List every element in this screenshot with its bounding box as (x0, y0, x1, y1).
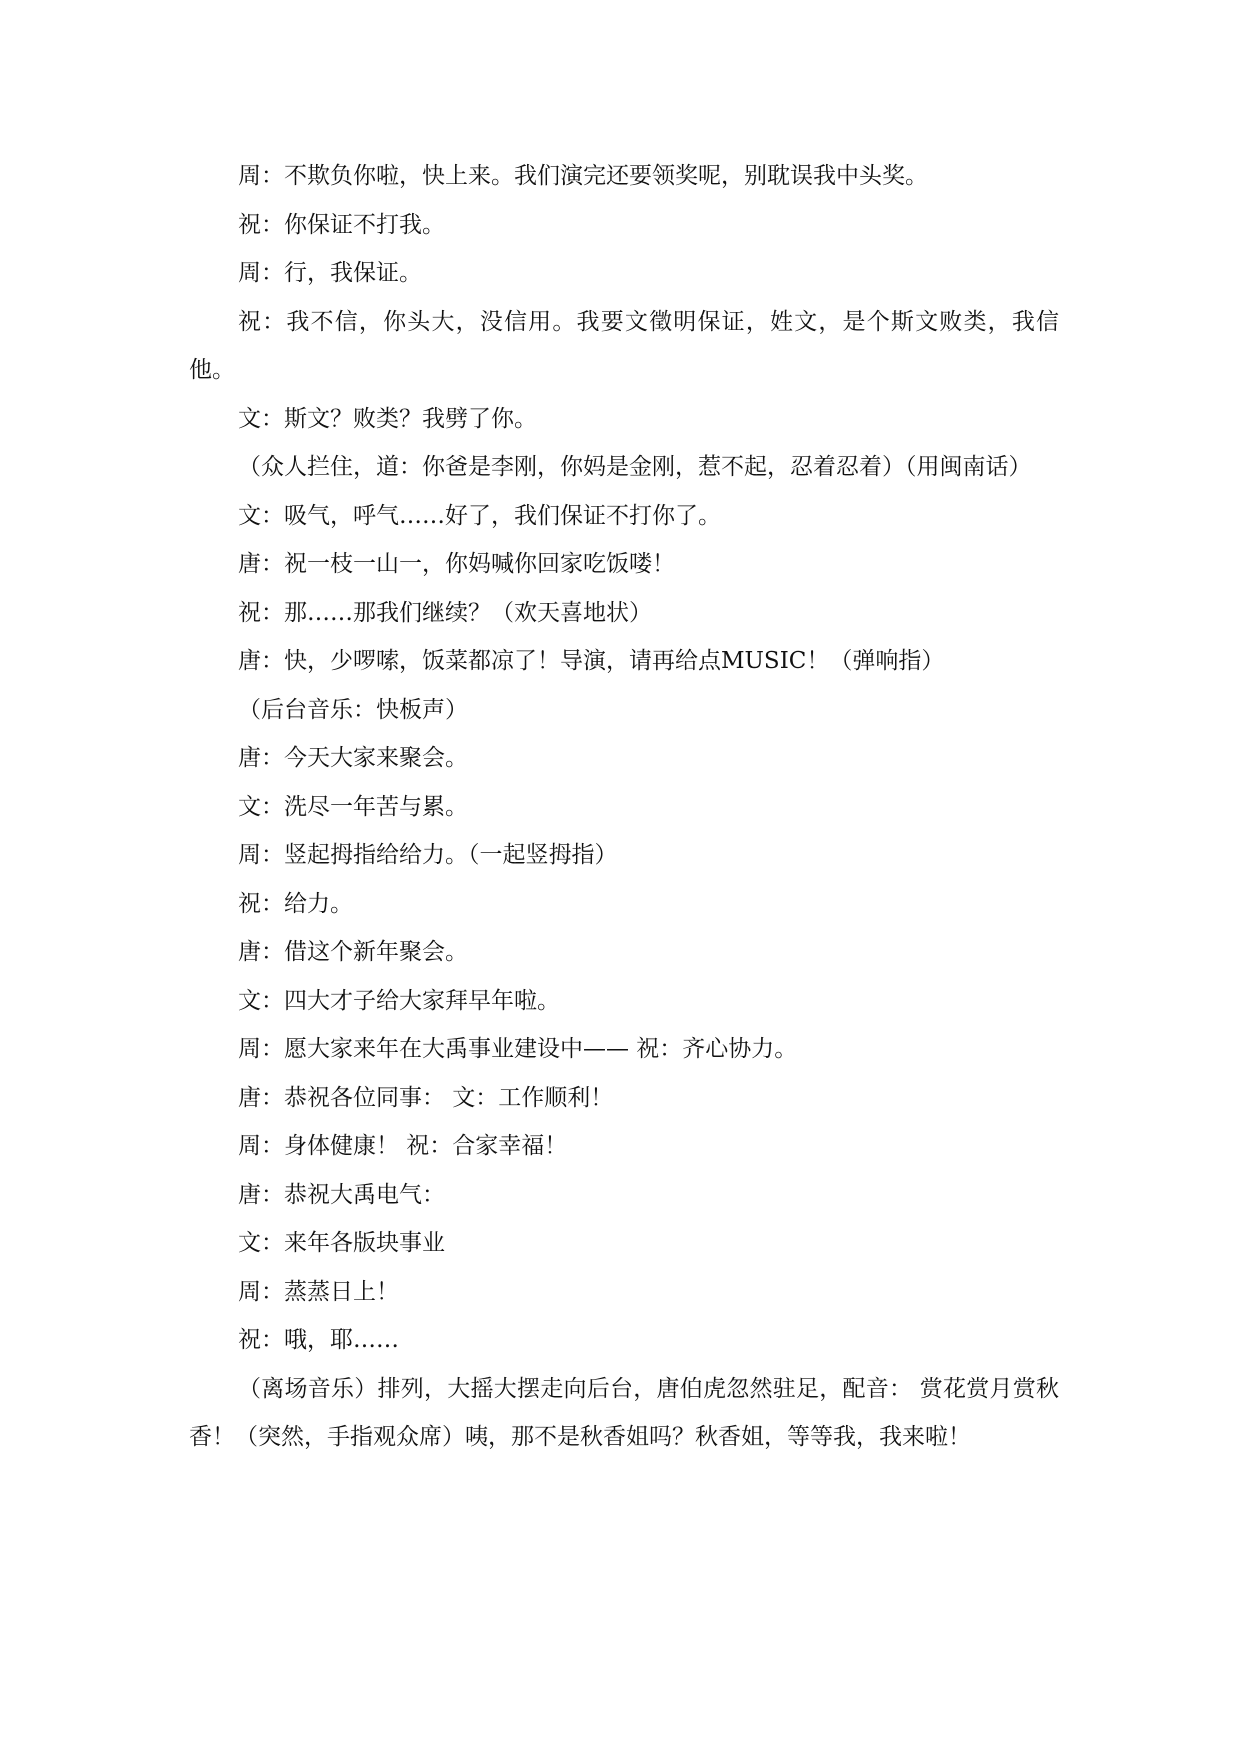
dialogue-line: 周：蒸蒸日上！ (238, 1278, 399, 1305)
dialogue-line: 周：竖起拇指给给力。（一起竖拇指） (238, 842, 618, 868)
dialogue-line: 文：洗尽一年苦与累。 (238, 793, 468, 820)
dialogue-line: 周：行，我保证。 (238, 260, 422, 286)
dialogue-line: 唐：借这个新年聚会。 (238, 939, 468, 965)
dialogue-line: 祝：那……那我们继续？（欢天喜地状） (238, 599, 652, 626)
dialogue-line: 周：愿大家来年在大禹事业建设中—— 祝：齐心协力。 (238, 1036, 798, 1062)
dialogue-line: 唐：快，少啰嗦，饭菜都凉了！导演，请再给点MUSIC！（弹响指） (238, 648, 945, 674)
dialogue-line: 文：吸气，呼气……好了，我们保证不打你了。 (238, 502, 721, 529)
dialogue-line: 祝：哦，耶…… (238, 1327, 399, 1353)
dialogue-line: 唐：今天大家来聚会。 (238, 745, 468, 771)
dialogue-line: 祝：给力。 (238, 890, 353, 917)
dialogue-line: 祝：你保证不打我。 (238, 211, 445, 238)
dialogue-line: 周：不欺负你啦，快上来。我们演完还要领奖呢，别耽误我中头奖。 (238, 163, 928, 189)
dialogue-line: 文：斯文？败类？我劈了你。 (238, 405, 537, 432)
dialogue-line: 文：来年各版块事业 (238, 1230, 445, 1256)
dialogue-line: 祝：我不信，你头大，没信用。我要文徵明保证，姓文，是个斯文败类，我信他。 (189, 308, 1059, 383)
dialogue-line: 文：四大才子给大家拜早年啦。 (238, 987, 560, 1014)
dialogue-line: 唐：恭祝大禹电气： (238, 1181, 445, 1208)
stage-direction: （众人拦住，道：你爸是李刚，你妈是金刚，惹不起，忍着忍着）（用闽南话） (238, 454, 1032, 480)
stage-direction: （离场音乐）排列，大摇大摆走向后台，唐伯虎忽然驻足，配音： 赏花赏月赏秋香！（突然，手指观众席）咦，那不是秋香姐吗？秋香姐，等等我，我来啦！ (189, 1375, 1059, 1450)
dialogue-line: 唐：恭祝各位同事： 文：工作顺利！ (238, 1084, 614, 1111)
dialogue-line: 周：身体健康！ 祝：合家幸福！ (238, 1133, 568, 1159)
dialogue-line: 唐：祝一枝一山一，你妈喊你回家吃饭喽！ (238, 551, 675, 577)
stage-direction: （后台音乐：快板声） (238, 696, 468, 723)
document-body (189, 152, 1059, 1462)
